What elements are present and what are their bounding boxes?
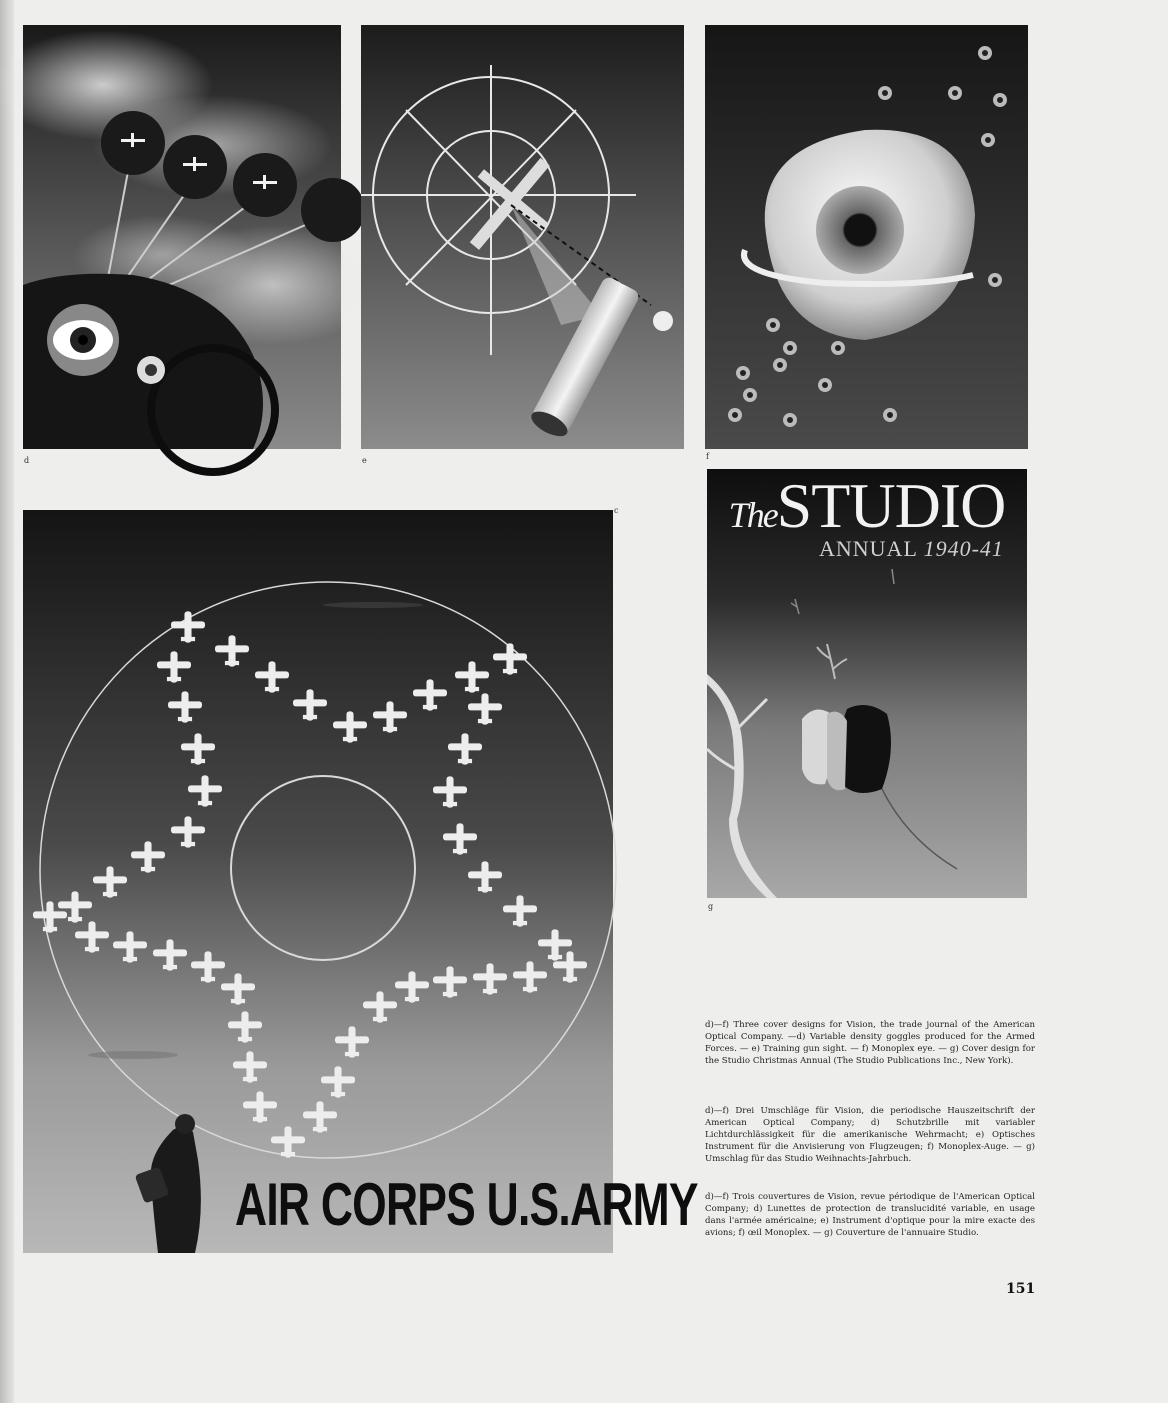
poster-title-air-corps: AIR CORPS U.S.ARMY <box>235 1171 698 1238</box>
cover-masthead-the: The <box>728 495 777 535</box>
cover-annual-year: 1940-41 <box>923 536 1004 561</box>
figure-e-gunsight-illustration <box>361 25 684 449</box>
figure-label-c: c <box>614 506 619 515</box>
caption-french: d)—f) Trois couvertures de Vision, revue périodique de l'American Optical Company; d) Lunettes de protection de translucidité variable, en usage dans l'armée américaine; e) Instrument d'optique pour la mire exacte des avions; f) œil Monoplex. — g) Couverture de l'annuaire Studio. <box>705 1192 1035 1238</box>
cover-annual-word: ANNUAL <box>819 536 918 561</box>
page-binding-edge <box>0 0 14 1403</box>
figure-g-studio-annual-cover <box>707 469 1027 898</box>
figure-d-goggles-illustration <box>23 25 341 449</box>
figure-f-eye-illustration <box>705 25 1028 449</box>
page-number: 151 <box>1006 1281 1036 1297</box>
figure-label-d: d <box>24 456 30 465</box>
cover-masthead-studio: STUDIO <box>776 470 1006 541</box>
cover-annual-line <box>819 536 1004 562</box>
figure-c-air-corps-poster <box>23 510 698 1253</box>
caption-english: d)—f) Three cover designs for Vision, the trade journal of the American Optical Company. —d) Variable density goggles produced for the Armed Forces. — e) Training gun sight. — f) Monoplex eye. — g) Cover design for the Studio Christmas Annual (The Studio Publications Inc., New York). <box>705 1020 1035 1066</box>
figure-label-e: e <box>362 456 367 465</box>
figure-label-g: g <box>708 902 714 911</box>
caption-german: d)—f) Drei Umschläge für Vision, die periodische Hauszeitschrift der American Optical Company; d) Schutzbrille mit variabler Lichtdurchlässigkeit für die amerikanische Wehrmacht; e) Optisches Instrument für die Anvisierung von Flugzeugen; f) Monoplex-Auge. — g) Umschlag für das Studio Weihnachts-Jahrbuch. <box>705 1106 1035 1164</box>
figure-label-f: f <box>706 452 709 461</box>
